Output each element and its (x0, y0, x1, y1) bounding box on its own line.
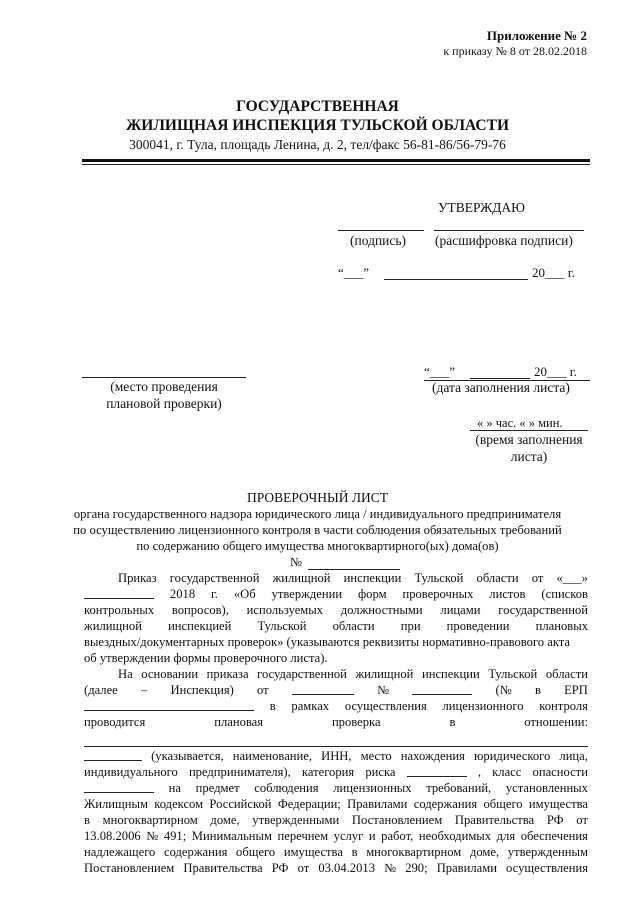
p3-line6: 13.08.2006 № 491; Минимальным перечнем услуг и работ, необходимых для обеспечения (84, 829, 588, 843)
p3-line8: Постановлением Правительства РФ от 03.04.2013 № 290; Правилами осуществления (84, 861, 588, 875)
p2-line4: проводится плановая проверка в отношении: (84, 715, 588, 729)
signature-line (338, 230, 424, 231)
p3-line4: Жилищным кодексом Российской Федерации; Правилами содержания общего имущества (84, 797, 588, 811)
approve-date-year: 20___ г. (532, 265, 575, 280)
decoding-line (434, 230, 584, 231)
fill-time-value: « » час. « » мин. (477, 416, 563, 430)
fill-time-label-line2: листа) (510, 449, 548, 464)
doc-number-line (308, 569, 400, 570)
doc-number-label: № (290, 555, 303, 569)
org-name-line1: ГОСУДАРСТВЕННАЯ (236, 98, 399, 115)
fill-date-month-line (470, 378, 530, 379)
doc-subtitle-2: по осуществлению лицензионного контроля в части соблюдения обязательных требований (73, 523, 562, 537)
p3-line5: в многоквартирном доме, утвержденными Постановлением Правительства РФ от (84, 813, 588, 827)
doc-subtitle-1: органа государственного надзора юридического лица / индивидуального предпринимателя (73, 507, 562, 521)
place-label-line2: плановой проверки) (106, 396, 222, 411)
fill-date-label: (дата заполнения листа) (432, 380, 570, 395)
org-address: 300041, г. Тула, площадь Ленина, д. 2, тел/факс 56-81-86/56-79-76 (129, 137, 506, 152)
place-label-line1: (место проведения (110, 379, 218, 394)
appendix-title: Приложение № 2 (486, 28, 587, 43)
doc-title: ПРОВЕРОЧНЫЙ ЛИСТ (246, 490, 389, 505)
org-name-line2: ЖИЛИЩНАЯ ИНСПЕКЦИЯ ТУЛЬСКОЙ ОБЛАСТИ (125, 117, 510, 134)
p2-line1: На основании приказа государственной жилищной инспекции Тульской области (118, 667, 588, 681)
fill-date-year: 20___ г. (534, 364, 577, 379)
header-rule-thick (82, 159, 590, 162)
place-line (82, 377, 246, 378)
approve-date-month-line (384, 279, 528, 280)
p3-line1: (указывается, наименование, ИНН, место нахождения юридического лица, (84, 749, 588, 764)
p1-line1: Приказ государственной жилищной инспекции Тульской области от «___» (118, 571, 588, 585)
p3-line2: индивидуального предпринимателя), категория риска , класс опасности (84, 765, 588, 779)
p1-line3: контрольных вопросов), используемых должностными лицами государственной (84, 603, 588, 617)
p1-line5: выездных/документарных проверок» (указываются реквизиты нормативно-правового акта (84, 635, 571, 649)
appendix-ref: к приказу № 8 от 28.02.2018 (443, 44, 587, 58)
blank-line-1 (84, 746, 588, 747)
p3-line3: на предмет соблюдения лицензионных требований, установленных (84, 781, 588, 796)
fill-date-day: “___” (424, 364, 456, 379)
fill-time-label-line1: (время заполнения (475, 432, 583, 447)
p1-line2: 2018 г. «Об утверждении форм проверочных листов (списков (84, 587, 588, 602)
header-rule-thin (82, 164, 590, 165)
p1-line4: жилищной инспекцией Тульской области при проведении плановых (84, 619, 588, 633)
p2-line2: (далее – Инспекция) от № (№ в ЕРП (84, 683, 588, 697)
doc-subtitle-3: по содержанию общего имущества многоквартирного(ых) дома(ов) (136, 539, 499, 553)
approve-title: УТВЕРЖДАЮ (438, 200, 526, 215)
decoding-label: (расшифровка подписи) (435, 233, 573, 248)
fill-time-underline (470, 430, 588, 431)
p2-line3: в рамках осуществления лицензионного контроля (84, 699, 588, 714)
signature-label: (подпись) (350, 233, 407, 248)
p3-line7: надлежащего содержания общего имущества в многоквартирном доме, утвержденным (84, 845, 588, 859)
approve-date-day: “___” (338, 265, 370, 280)
p1-line6: об утверждении формы проверочного листа). (84, 651, 328, 665)
